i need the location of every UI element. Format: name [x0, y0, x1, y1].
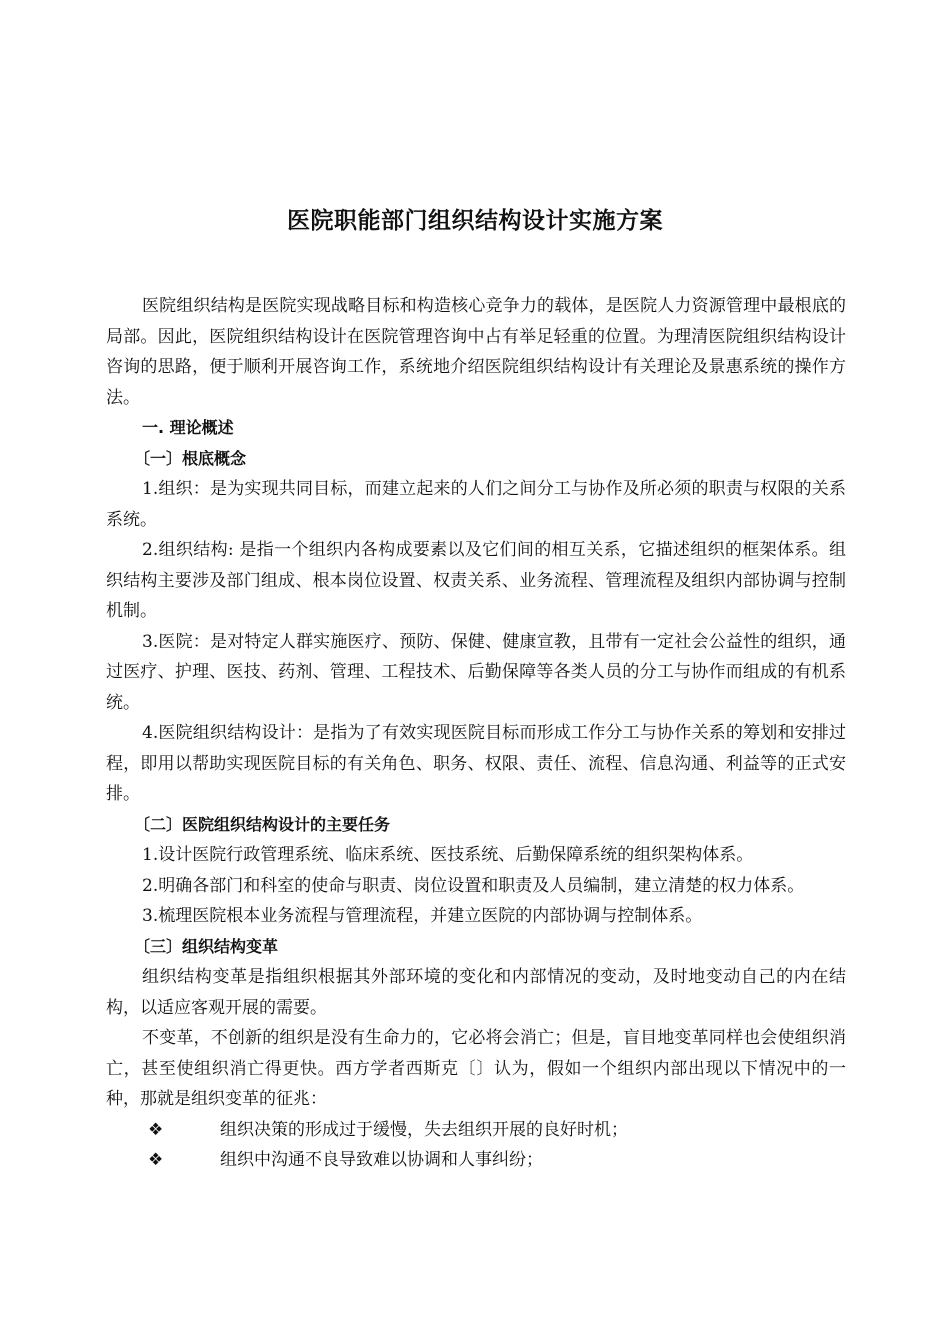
section-heading-theory: 一. 理论概述: [142, 418, 234, 437]
subsection-heading-basic-concepts: 〔一〕根底概念: [134, 448, 247, 468]
subsection-heading-structure-change: 〔三〕组织结构变革: [134, 936, 279, 956]
task-paragraph: 3.梳理医院根本业务流程与管理流程，并建立医院的内部协调与控制体系。: [142, 906, 703, 926]
intro-paragraph: 医院组织结构是医院实现战略目标和构造核心竞争力的载体，是医院人力资源管理中最根底的局部。因此，医院组织结构设计在医院管理咨询中占有举足轻重的位置。为理清医院组织结构设计咨询的思路，便于顺利开展咨询工作，系统地介绍医院组织结构设计有关理论及景惠系统的操作方法。: [106, 296, 846, 408]
change-paragraph: 不变革，不创新的组织是没有生命力的，它必将会消亡；但是，盲目地变革同样也会使组织消亡，甚至使组织消亡得更快。西方学者西斯克〔〕认为，假如一个组织内部出现以下情况中的一种，那就是组织变革的征兆：: [106, 1028, 846, 1109]
concept-paragraph: 3.医院：是对特定人群实施医疗、预防、保健、健康宣教，且带有一定社会公益性的组织，通过医疗、护理、医技、药剂、管理、工程技术、后勤保障等各类人员的分工与协作而组成的有机系统。: [106, 631, 846, 713]
list-item-text: 组织决策的形成过于缓慢，失去组织开展的良好时机；: [220, 1119, 628, 1140]
concept-paragraph: 2.组织结构: 是指一个组织内各构成要素以及它们间的相互关系，它描述组织的框架体系。组织结构主要涉及部门组成、根本岗位设置、权责关系、业务流程、管理流程及组织内部协调与控制机制。: [106, 540, 846, 621]
task-paragraph: 1.设计医院行政管理系统、临床系统、医技系统、后勤保障系统的组织架构体系。: [142, 845, 754, 865]
subsection-heading-main-tasks: 〔二〕医院组织结构设计的主要任务: [134, 814, 391, 834]
list-item-text: 组织中沟通不良导致难以协调和人事纠纷；: [220, 1150, 543, 1170]
list-item: [106, 1115, 846, 1146]
document-body: [106, 291, 846, 1176]
concept-paragraph: 1.组织：是为实现共同目标，而建立起来的人们之间分工与协作及所必须的职责与权限的关系系统。: [106, 479, 846, 530]
task-paragraph: 2.明确各部门和科室的使命与职责、岗位设置和职责及人员编制，建立清楚的权力体系。: [142, 875, 805, 896]
diamond-bullet-icon: ❖: [148, 1150, 164, 1170]
concept-paragraph: 4.医院组织结构设计：是指为了有效实现医院目标而形成工作分工与协作关系的筹划和安排过程，即用以帮助实现医院目标的有关角色、职务、权限、责任、流程、信息沟通、利益等的正式安排。: [106, 723, 846, 804]
document-title: 医院职能部门组织结构设计实施方案: [287, 208, 663, 234]
list-item: [106, 1145, 846, 1176]
diamond-bullet-icon: ❖: [148, 1119, 164, 1140]
change-paragraph: 组织结构变革是指组织根据其外部环境的变化和内部情况的变动，及时地变动自己的内在结构，以适应客观开展的需要。: [106, 967, 846, 1018]
